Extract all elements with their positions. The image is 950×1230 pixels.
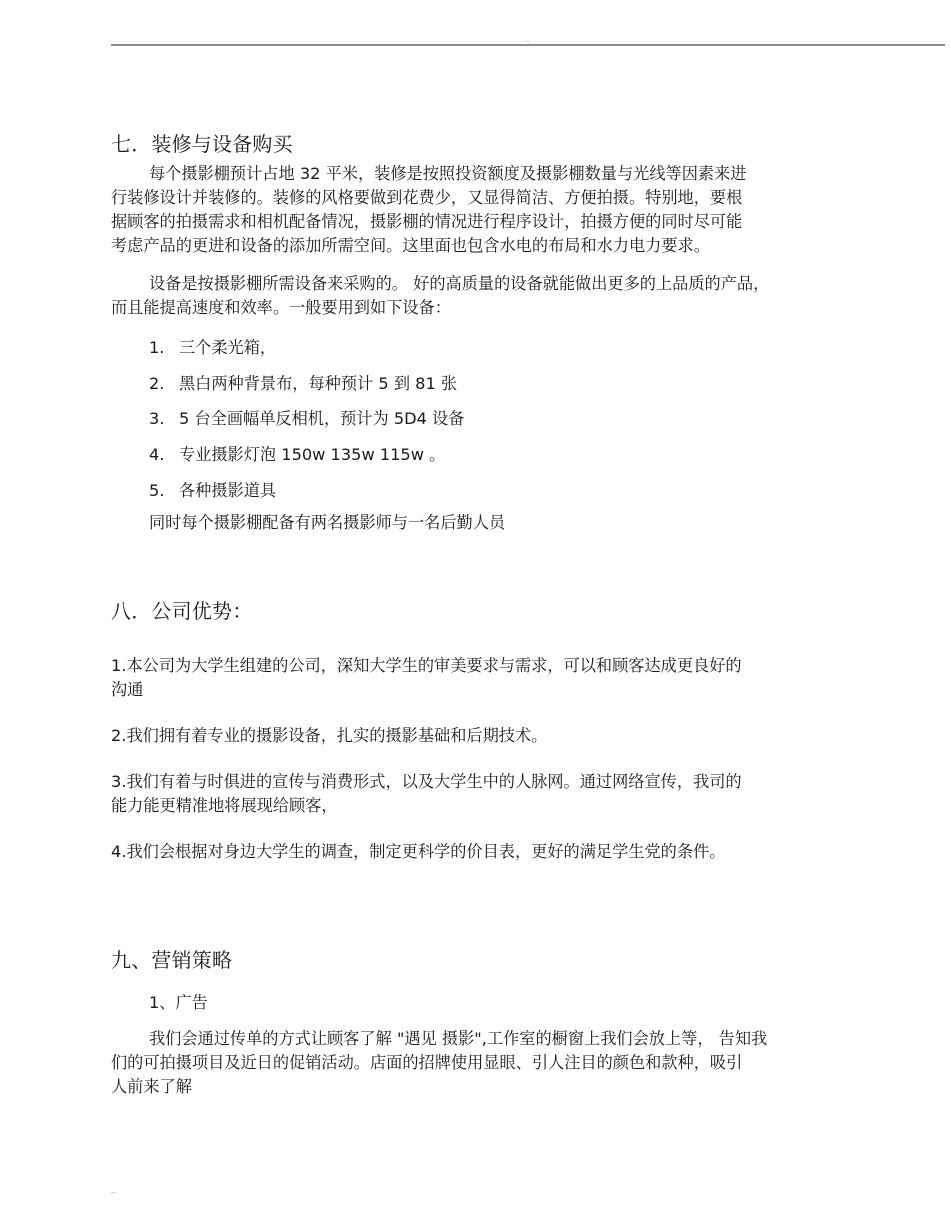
header-marker: ...	[524, 37, 530, 44]
section-7-para-2-line-2: 而且能提高速度和效率。一般要用到如下设备：	[111, 298, 451, 317]
advertising-para-line-1: 我们会通过传单的方式让顾客了解 "遇见 摄影",工作室的橱窗上我们会放上等， 告知我	[149, 1029, 768, 1048]
section-7-para-2-line-1: 设备是按摄影棚所需设备来采购的。 好的高质量的设备就能做出更多的上品质的产品，	[149, 274, 770, 293]
advantage-1-line-1: 1.本公司为大学生组建的公司，深知大学生的审美要求与需求，可以和顾客达成更良好的	[111, 656, 742, 675]
equipment-list-item	[149, 477, 276, 501]
advantage-4: 4.我们会根据对身边大学生的调查，制定更科学的价目表，更好的满足学生党的条件。	[111, 842, 726, 861]
list-number: 5.	[149, 481, 165, 500]
section-7-title: 七．装修与设备购买	[111, 132, 293, 156]
staff-note: 同时每个摄影棚配备有两名摄影师与一名后勤人员	[149, 513, 506, 532]
section-8-title: 八．公司优势：	[111, 599, 253, 623]
list-number: 4.	[149, 445, 165, 464]
list-number: 3.	[149, 409, 165, 428]
list-text: 专业摄影灯泡 150w 135w 115w 。	[179, 445, 446, 464]
section-7-para-1-line-4: 考虑产品的更进和设备的添加所需空间。这里面也包含水电的布局和水力电力要求。	[111, 236, 710, 255]
advertising-para-line-3: 人前来了解	[111, 1077, 192, 1096]
advantage-2: 2.我们拥有着专业的摄影设备，扎实的摄影基础和后期技术。	[111, 726, 548, 745]
advantage-3-line-2: 能力能更精准地将展现给顾客，	[111, 796, 338, 815]
list-number: 2.	[149, 374, 165, 393]
section-7-para-1-line-3: 据顾客的拍摄需求和相机配备情况，摄影棚的情况进行程序设计，拍摄方便的同时尽可能	[111, 212, 743, 231]
list-text: 三个柔光箱，	[179, 338, 277, 357]
list-text: 各种摄影道具	[179, 481, 277, 500]
equipment-list-item	[149, 334, 276, 358]
advantage-3-line-1: 3.我们有着与时俱进的宣传与消费形式，以及大学生中的人脉网。通过网络宣传，我司的	[111, 772, 742, 791]
equipment-list-item	[149, 370, 457, 394]
section-7-para-1-line-2: 行装修设计并装修的。装修的风格要做到花费少，又显得简洁、方便拍摄。特别地，要根	[111, 188, 743, 207]
list-text: 5 台全画幅单反相机，预计为 5D4 设备	[179, 409, 465, 428]
header-rule	[111, 44, 945, 46]
list-number: 1.	[149, 338, 165, 357]
section-7-para-1-line-1: 每个摄影棚预计占地 32 平米，装修是按照投资额度及摄影棚数量与光线等因素来进	[149, 164, 747, 183]
section-9-title: 九、营销策略	[111, 948, 233, 972]
equipment-list-item	[149, 441, 445, 465]
advertising-para-line-2: 们的可拍摄项目及近日的促销活动。店面的招牌使用显眼、引人注目的颜色和款种，吸引	[111, 1053, 743, 1072]
footer-marker: ...	[111, 1188, 117, 1195]
equipment-list-item	[149, 405, 464, 429]
list-text: 黑白两种背景布，每种预计 5 到 81 张	[179, 374, 458, 393]
advantage-1-line-2: 沟通	[111, 680, 144, 699]
subsection-advertising-title: 1、广告	[149, 993, 208, 1012]
